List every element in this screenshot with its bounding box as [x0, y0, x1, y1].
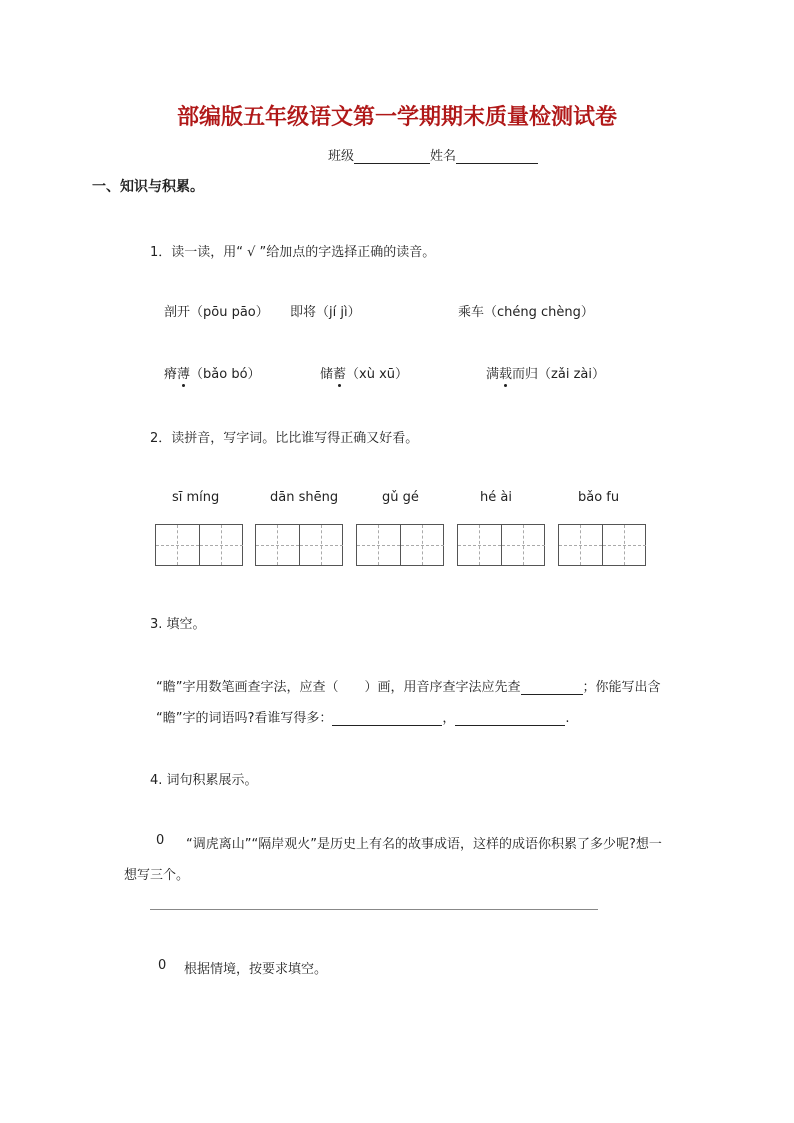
q1-word: 即将: [290, 305, 317, 320]
q1-pinyin-options: （jí jì）: [316, 305, 361, 320]
q1-item-2: [290, 301, 361, 320]
q1-dotted-char: 蓄: [333, 363, 346, 382]
q1-item-3: [458, 301, 594, 320]
q3-text: ；你能写出含: [582, 680, 661, 695]
q3-blank-word-1[interactable]: [332, 711, 442, 726]
q1-word: 乘车: [458, 305, 485, 320]
answer-line[interactable]: [150, 909, 598, 910]
question-1-prompt: 1．读一读，用“ √ ”给加点的字选择正确的读音。: [150, 245, 436, 260]
q4-sub2-text: 根据情境，按要求填空。: [184, 962, 328, 977]
q1-word-part: 满: [486, 367, 500, 382]
q2-pinyin-1: sī míng: [172, 490, 220, 505]
q1-pinyin-options: （xù xū）: [346, 367, 409, 382]
q1-item-1: [164, 301, 269, 320]
q1-dotted-char: 薄: [177, 363, 190, 382]
q3-text: .: [565, 711, 570, 726]
q1-word: 剖开: [164, 305, 191, 320]
writing-grid[interactable]: [255, 524, 343, 566]
q1-pinyin-options: （chéng chèng）: [484, 305, 594, 320]
q2-pinyin-4: hé ài: [480, 490, 512, 505]
q3-blank-letter[interactable]: [521, 680, 583, 695]
question-3-prompt: 3. 填空。: [150, 617, 206, 632]
q4-sub1-line1: “调虎离山”“隔岸观火”是历史上有名的故事成语，这样的成语你积累了多少呢?想一: [186, 837, 662, 852]
q1-item-5: [320, 363, 408, 382]
writing-grid[interactable]: [457, 524, 545, 566]
writing-grid[interactable]: [356, 524, 444, 566]
q1-word-part: 而归: [512, 367, 539, 382]
q1-pinyin-options: （pōu pāo）: [190, 305, 269, 320]
q1-item-4: [164, 363, 261, 382]
q1-word-part: 瘠: [164, 367, 178, 382]
q1-word-part: 储: [320, 367, 334, 382]
question-2-prompt: 2．读拼音，写字词。比比谁写得正确又好看。: [150, 431, 419, 446]
q1-dotted-char: 载: [499, 363, 512, 382]
section-heading: 一、知识与积累。: [92, 179, 204, 195]
q3-text: ，: [442, 711, 456, 726]
q2-pinyin-5: bǎo fu: [578, 490, 620, 505]
q3-text: “瞻”字的词语吗?看谁写得多：: [156, 711, 333, 726]
q3-line-2: [156, 707, 570, 726]
writing-grid[interactable]: [558, 524, 646, 566]
q4-sub1-marker: 0: [156, 833, 165, 848]
q4-sub1-line2: 想写三个。: [124, 868, 190, 883]
q2-pinyin-2: dān shēng: [270, 490, 339, 505]
writing-grid[interactable]: [155, 524, 243, 566]
question-4-prompt: 4. 词句积累展示。: [150, 773, 258, 788]
q1-item-6: [486, 363, 605, 382]
q4-sub2-marker: 0: [158, 958, 167, 973]
q3-text: ）画，用音序查字法应先查: [364, 680, 521, 695]
name-blank[interactable]: [456, 149, 538, 164]
q3-blank-word-2[interactable]: [455, 711, 565, 726]
q3-line-1: [156, 676, 661, 695]
q1-pinyin-options: （bǎo bó）: [190, 367, 261, 382]
q1-pinyin-options: （zǎi zài）: [538, 367, 605, 382]
name-label: 姓名: [430, 149, 457, 164]
class-name-line: [328, 145, 538, 164]
q2-pinyin-3: gǔ gé: [382, 490, 419, 505]
class-blank[interactable]: [354, 149, 430, 164]
page-title: 部编版五年级语文第一学期期末质量检测试卷: [176, 104, 617, 130]
class-label: 班级: [328, 149, 355, 164]
q3-text: “瞻”字用数笔画查字法，应查（: [156, 680, 339, 695]
